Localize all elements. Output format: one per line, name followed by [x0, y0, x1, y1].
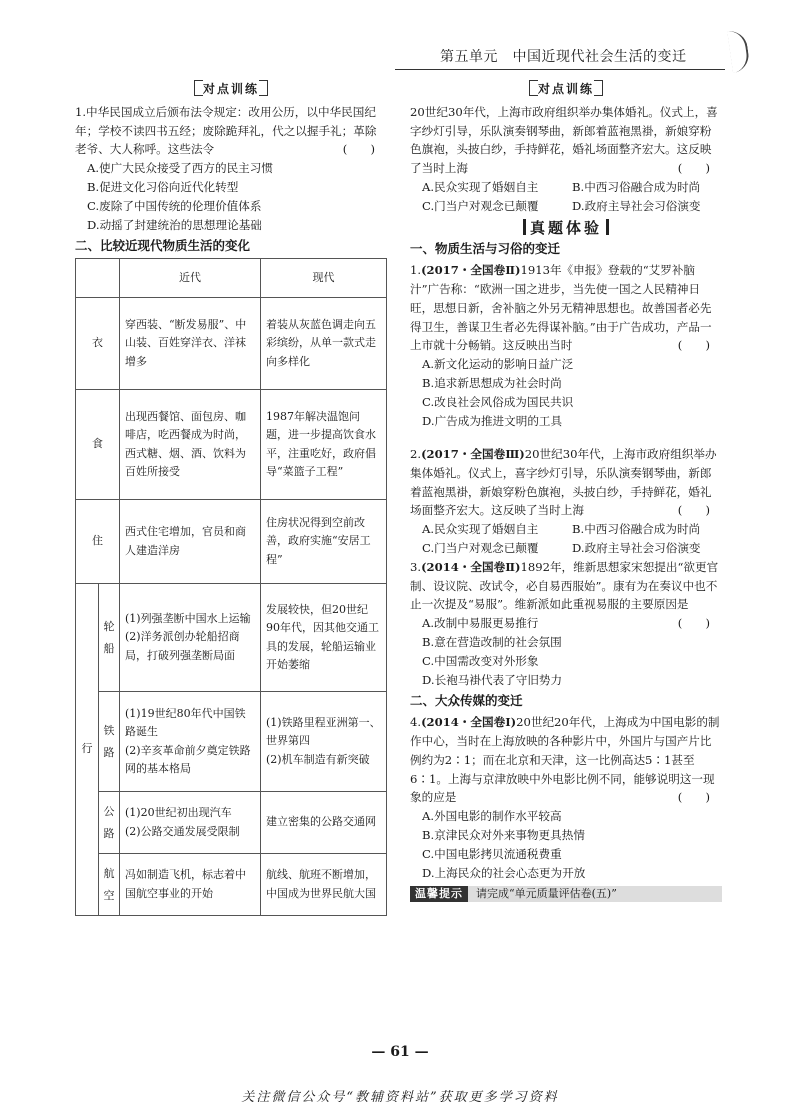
table-cell: 冯如制造飞机，标志着中国航空事业的开始: [120, 854, 261, 916]
right-bar-title: 对点训练: [410, 80, 722, 99]
table-row: [76, 692, 387, 792]
comparison-table: [75, 258, 387, 916]
row-category: 食: [76, 390, 120, 500]
right-column-lower: [410, 445, 722, 902]
question-stem: 20世纪30年代，上海市政府组织举办集体婚礼。仪式上，喜字纱灯引导，乐队演奏钢琴曲，新郎着蓝袍黑褂，新娘穿粉色旗袍，头披白纱，手持鲜花，婚礼场面整齐宏大。这反映了当时上海: [410, 447, 717, 518]
option: A.使广大民众接受了西方的民主习惯: [87, 161, 273, 176]
answer-blank: ( ): [677, 790, 710, 805]
option-row: [410, 178, 722, 197]
question-stem: 1892年，维新思想家宋恕提出“欲更官制、设议院、改试令，必自易西服始”。康有为在奏议中也不止一次提及“易服”。维新派如此重视易服的主要原因是: [410, 559, 719, 612]
question-1: [75, 103, 387, 159]
table-row: [76, 584, 387, 692]
footer-note: 关注微信公众号“教辅资料站”获取更多学习资料: [241, 1090, 559, 1105]
table-cell: (1)19世纪80年代中国铁路诞生 (2)辛亥革命前夕奠定铁路网的基本格局: [120, 692, 261, 792]
question-stem: 1.中华民国成立后颁布法令规定：改用公历，以中华民国纪年；学校不读四书五经；废除跪拜礼，代之以握手礼；革除老爷、大人称呼。这些法令: [75, 104, 377, 157]
question-stem: 20世纪30年代，上海市政府组织举办集体婚礼。仪式上，喜字纱灯引导，乐队演奏钢琴曲，新郎着蓝袍黑褂，新娘穿粉色旗袍，头披白纱，手持鲜花，婚礼场面整齐宏大。这反映了当时上海: [410, 104, 718, 176]
option: A.民众实现了婚姻自主: [422, 179, 539, 194]
option: D.动摇了封建统治的思想理论基础: [87, 217, 262, 232]
question-stem: 1913年《申报》登载的“艾罗补脑汁”广告称：“欧洲一国之进步，当先使一国之人民精神日旺，思想日新，舍补脑之外另无精神思想也。故善国者必先得卫生，善谋卫生者必先得谋补脑。”由于广告成功，产品一上市就十分畅销。这反映出当时: [410, 263, 712, 353]
question-4: 4.(2014・全国卷Ⅰ)20世纪20年代，上海成为中国电影的制作中心，当时在上海放映的各种影片中，外国片与国产片比例约为2∶1；而在北京和天津，这一比例高达5∶1甚至6∶1。上海与京津放映中外电影比例不同，能够说明这一现象的应是 ( ): [410, 713, 722, 807]
table-cell: 建立密集的公路交通网: [261, 792, 387, 854]
tip-text: 请完成“单元质量评估卷(五)”: [476, 886, 617, 900]
question-stem: 20世纪20年代，上海成为中国电影的制作中心，当时在上海放映的各种影片中，外国片与国产片比例约为2∶1；而在北京和天津，这一比例高达5∶1甚至6∶1。上海与京津放映中外电影比例不同，能够说明这一现象的应是: [410, 715, 720, 805]
option: B.京津民众对外来事物更具热情: [422, 827, 585, 842]
table-row: [76, 854, 387, 916]
section-heading: 二、大众传媒的变迁: [410, 693, 523, 709]
option: D.政府主导社会习俗演变: [572, 540, 701, 555]
option: C.改良社会风俗成为国民共识: [422, 394, 574, 409]
row-category: 住: [76, 500, 120, 584]
option: A.改制中易服更易推行: [422, 616, 539, 631]
question-3: 3.(2014・全国卷Ⅱ)1892年，维新思想家宋恕提出“欲更官制、设议院、改试令，必自易西服始”。康有为在奏议中也不止一次提及“易服”。维新派如此重视易服的主要原因是 ( ): [410, 558, 722, 614]
tip-label: 温馨提示: [410, 886, 468, 902]
left-bar-title: 对点训练: [75, 80, 387, 99]
option-row: [410, 197, 722, 216]
header-ornament: [727, 29, 751, 73]
left-column: [75, 78, 387, 916]
table-cell: 住房状况得到空前改善，政府实施“安居工程”: [261, 500, 387, 584]
row-subcategory: 铁路: [99, 692, 120, 792]
table-row: [76, 298, 387, 390]
option: C.门当户对观念已颠覆: [422, 198, 539, 213]
section-heading: 一、物质生活与习俗的变迁: [410, 241, 561, 257]
unit-title: 第五单元 中国近现代社会生活的变迁: [440, 49, 687, 65]
option: D.长袍马褂代表了守旧势力: [422, 672, 563, 687]
option: B.中西习俗融合成为时尚: [572, 522, 701, 537]
row-subcategory: 公路: [99, 792, 120, 854]
header-rule: [395, 69, 725, 70]
question-2: [410, 103, 722, 178]
table-cell: (1)铁路里程亚洲第一、世界第四 (2)机车制造有新突破: [261, 692, 387, 792]
section-banner: 真题体验: [410, 219, 722, 238]
row-category: 行: [76, 584, 99, 916]
question-1: 1.(2017・全国卷Ⅱ)1913年《申报》登载的“艾罗补脑汁”广告称：“欧洲一国之进步，当先使一国之人民精神日旺，思想日新，舍补脑之外另无精神思想也。故善国者必先得卫生，善谋卫生者必先得谋补脑。”由于广告成功，产品一上市就十分畅销。这反映出当时 ( ): [410, 261, 722, 355]
option: D.政府主导社会习俗演变: [572, 198, 701, 213]
option: C.门当户对观念已颠覆: [422, 540, 539, 555]
option: B.促进文化习俗向近代化转型: [87, 179, 239, 194]
row-category: 衣: [76, 298, 120, 390]
table-cell: 1987年解决温饱问题，进一步提高饮食水平，注重吃好，政府倡导“菜篮子工程”: [261, 390, 387, 500]
answer-blank: ( ): [677, 503, 710, 518]
option: B.中西习俗融合成为时尚: [572, 179, 701, 194]
table-cell: (1)列强垄断中国水上运输 (2)洋务派创办轮船招商局，打破列强垄断局面: [120, 584, 261, 692]
question-source: (2017・全国卷Ⅲ): [421, 447, 525, 461]
question-2b: 2.(2017・全国卷Ⅲ)20世纪30年代，上海市政府组织举办集体婚礼。仪式上，喜字纱灯引导，乐队演奏钢琴曲，新郎着蓝袍黑褂，新娘穿粉色旗袍，头披白纱，手持鲜花，婚礼场面整齐宏大。这反映了当时上海 ( ): [410, 445, 722, 520]
row-subcategory: 航空: [99, 854, 120, 916]
option: C.中国需改变对外形象: [422, 653, 539, 668]
option-row: [410, 539, 722, 558]
option: A.外国电影的制作水平较高: [422, 809, 562, 824]
option: C.中国电影拷贝流通税费重: [422, 846, 562, 861]
table-cell: 西式住宅增加，官员和商人建造洋房: [120, 500, 261, 584]
table-cell: 穿西装、“断发易服”、中山装、百姓穿洋衣、洋袜增多: [120, 298, 261, 390]
table-header-cell: 现代: [261, 259, 387, 298]
answer-blank: ( ): [342, 142, 375, 157]
table-row: [76, 792, 387, 854]
option: D.广告成为推进文明的工具: [422, 413, 563, 428]
option: A.民众实现了婚姻自主: [422, 522, 539, 537]
table-cell: 出现西餐馆、面包房、咖啡店，吃西餐成为时尚，西式糖、烟、酒、饮料为百姓所接受: [120, 390, 261, 500]
option: D.上海民众的社会心态更为开放: [422, 865, 586, 880]
row-subcategory: 轮船: [99, 584, 120, 692]
question-source: (2014・全国卷Ⅱ): [421, 559, 521, 574]
table-cell: 发展较快，但20世纪90年代，因其他交通工具的发展，轮船运输业开始萎缩: [261, 584, 387, 692]
page-number: — 61 —: [371, 1044, 429, 1060]
answer-blank: ( ): [677, 338, 710, 353]
option: B.意在营造改制的社会氛围: [422, 634, 562, 649]
table-header-row: [76, 259, 387, 298]
table-cell: (1)20世纪初出现汽车 (2)公路交通发展受限制: [120, 792, 261, 854]
section-heading: 二、比较近现代物质生活的变化: [75, 238, 251, 254]
right-column: [410, 78, 722, 430]
table-row: [76, 390, 387, 500]
option: A.新文化运动的影响日益广泛: [422, 357, 574, 372]
table-row: [76, 500, 387, 584]
table-cell: 航线、航班不断增加，中国成为世界民航大国: [261, 854, 387, 916]
tip-bar: [410, 886, 722, 902]
table-header-cell: 近代: [120, 259, 261, 298]
option: B.追求新思想成为社会时尚: [422, 375, 562, 390]
answer-blank: ( ): [677, 161, 710, 176]
option-row: [410, 520, 722, 539]
table-cell: 着装从灰蓝色调走向五彩缤纷，从单一款式走向多样化: [261, 298, 387, 390]
answer-blank: ( ): [677, 616, 710, 631]
option: C.废除了中国传统的伦理价值体系: [87, 198, 262, 213]
question-source: (2014・全国卷Ⅰ): [421, 715, 517, 730]
question-source: (2017・全国卷Ⅱ): [421, 263, 521, 278]
